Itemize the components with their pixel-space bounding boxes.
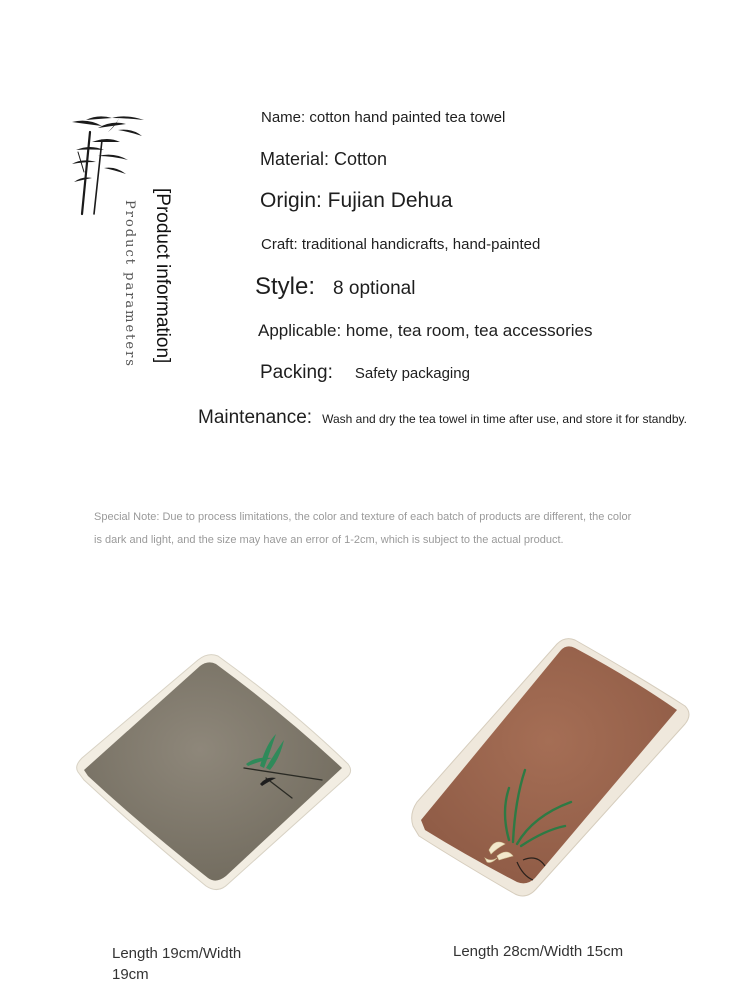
special-note: Special Note: Due to process limitations, the color and texture of each batch of products are different, the color is dark and light, and the size may have an error of 1-2cm, which is subject to the actual product. — [94, 511, 632, 546]
maintenance-value: Wash and dry the tea towel in time after use, and store it for standby. — [322, 412, 687, 426]
section-subtitle: Product parameters — [122, 200, 137, 368]
field-packing — [260, 362, 470, 384]
product-caption-square: Length 19cm/Width 19cm — [112, 945, 242, 983]
style-value: 8 optional — [333, 278, 416, 299]
field-applicable: Applicable: home, tea room, tea accessories — [258, 321, 593, 340]
packing-value: Safety packaging — [354, 365, 470, 382]
field-name: Name: cotton hand painted tea towel — [261, 109, 506, 126]
field-maintenance — [198, 407, 687, 429]
product-caption-rectangular: Length 28cm/Width 15cm — [453, 943, 624, 960]
field-style — [255, 273, 415, 301]
maintenance-label: Maintenance: — [198, 407, 313, 428]
section-title: [Product information] — [152, 188, 173, 364]
style-label: Style: — [255, 273, 316, 300]
product-image-square-towel — [70, 648, 360, 898]
bamboo-ink-painting-icon — [68, 112, 152, 216]
field-material: Material: Cotton — [260, 149, 388, 169]
field-origin: Origin: Fujian Dehua — [260, 189, 453, 212]
field-craft: Craft: traditional handicrafts, hand-painted — [261, 236, 541, 253]
product-image-rectangular-towel — [405, 630, 695, 910]
packing-label: Packing: — [260, 362, 333, 383]
